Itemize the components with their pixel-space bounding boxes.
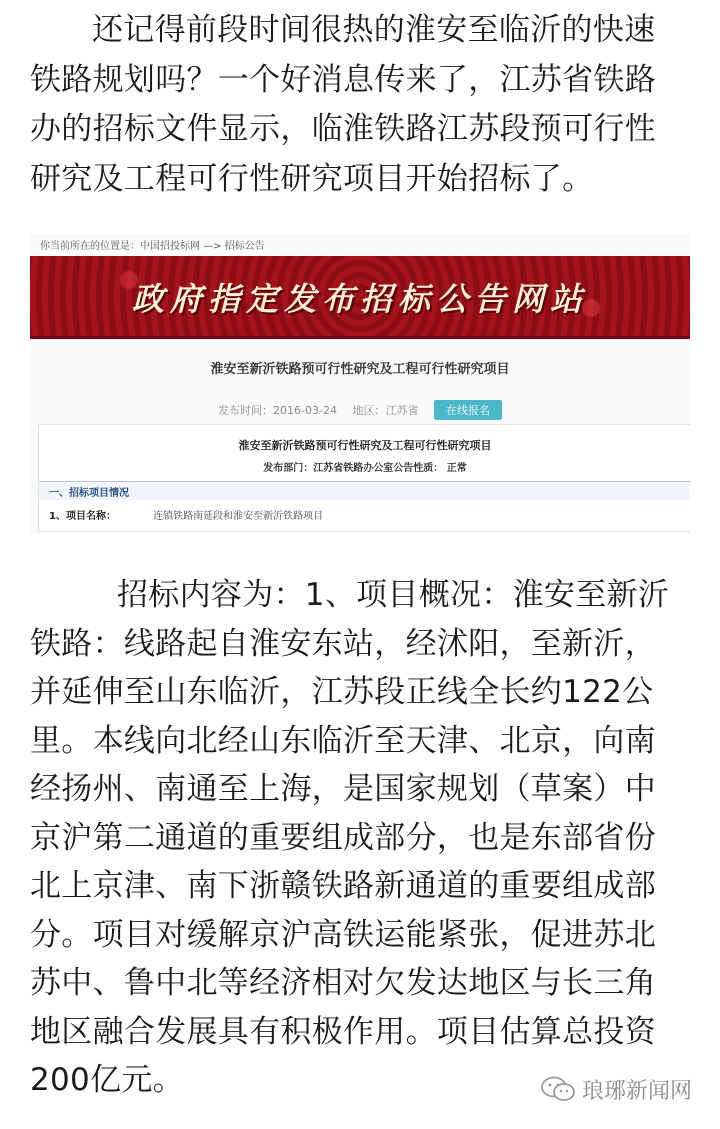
watermark-text: 琅琊新闻网 <box>582 1079 693 1104</box>
banner-title: 政府指定发布招标公告网站 <box>131 280 588 318</box>
section-bar <box>39 481 690 500</box>
item-value: 连镇铁路南延段和淮安至新沂铁路项目 <box>153 511 324 522</box>
article-intro: 还记得前段时间很热的淮安至临沂的快速铁路规划吗？一个好消息传来了，江苏省铁路办的招标文件显示，临淮铁路江苏段预可行性研究及工程可行性研究项目开始招标了。 <box>30 12 656 197</box>
breadcrumb: 你当前所在的位置是：中国招投标网 —> 招标公告 <box>40 241 265 252</box>
publish-date: 发布时间：2016-03-24 <box>218 404 337 417</box>
meta-row <box>30 400 690 420</box>
notice-department: 发布部门：江苏省铁路办公室公告性质： 正常 <box>263 463 467 474</box>
item-row <box>49 507 323 522</box>
online-signup-button[interactable]: 在线报名 <box>434 400 502 420</box>
item-label: 1、项目名称： <box>49 511 116 522</box>
notice-panel <box>38 424 690 532</box>
wechat-icon <box>540 1076 576 1102</box>
notice-title: 淮安至新沂铁路预可行性研究及工程可行性研究项目 <box>238 439 492 452</box>
region: 地区：江苏省 <box>352 404 419 417</box>
project-title: 淮安至新沂铁路预可行性研究及工程可行性研究项目 <box>210 362 510 377</box>
embedded-announcement-screenshot <box>30 234 690 534</box>
site-banner <box>30 256 690 339</box>
article-body: 招标内容为：1、项目概况：淮安至新沂铁路：线路起自淮安东站，经沭阳，至新沂，并延伸至山东临沂，江苏段正线全长约122公里。本线向北经山东临沂至天津、北京，向南经扬州、南通至上海，是国家规划（草案）中京沪第二通道的重要组成部分，也是东部省份北上京津、南下浙赣铁路新通道的重要组成部分。项目对缓解京沪高铁运能紧张，促进苏北苏中、鲁中北等经济相对欠发达地区与长三角地区融合发展具有积极作用。项目估算总投资200亿元。 <box>30 577 670 1098</box>
section-heading: 一、招标项目情况 <box>49 488 129 499</box>
